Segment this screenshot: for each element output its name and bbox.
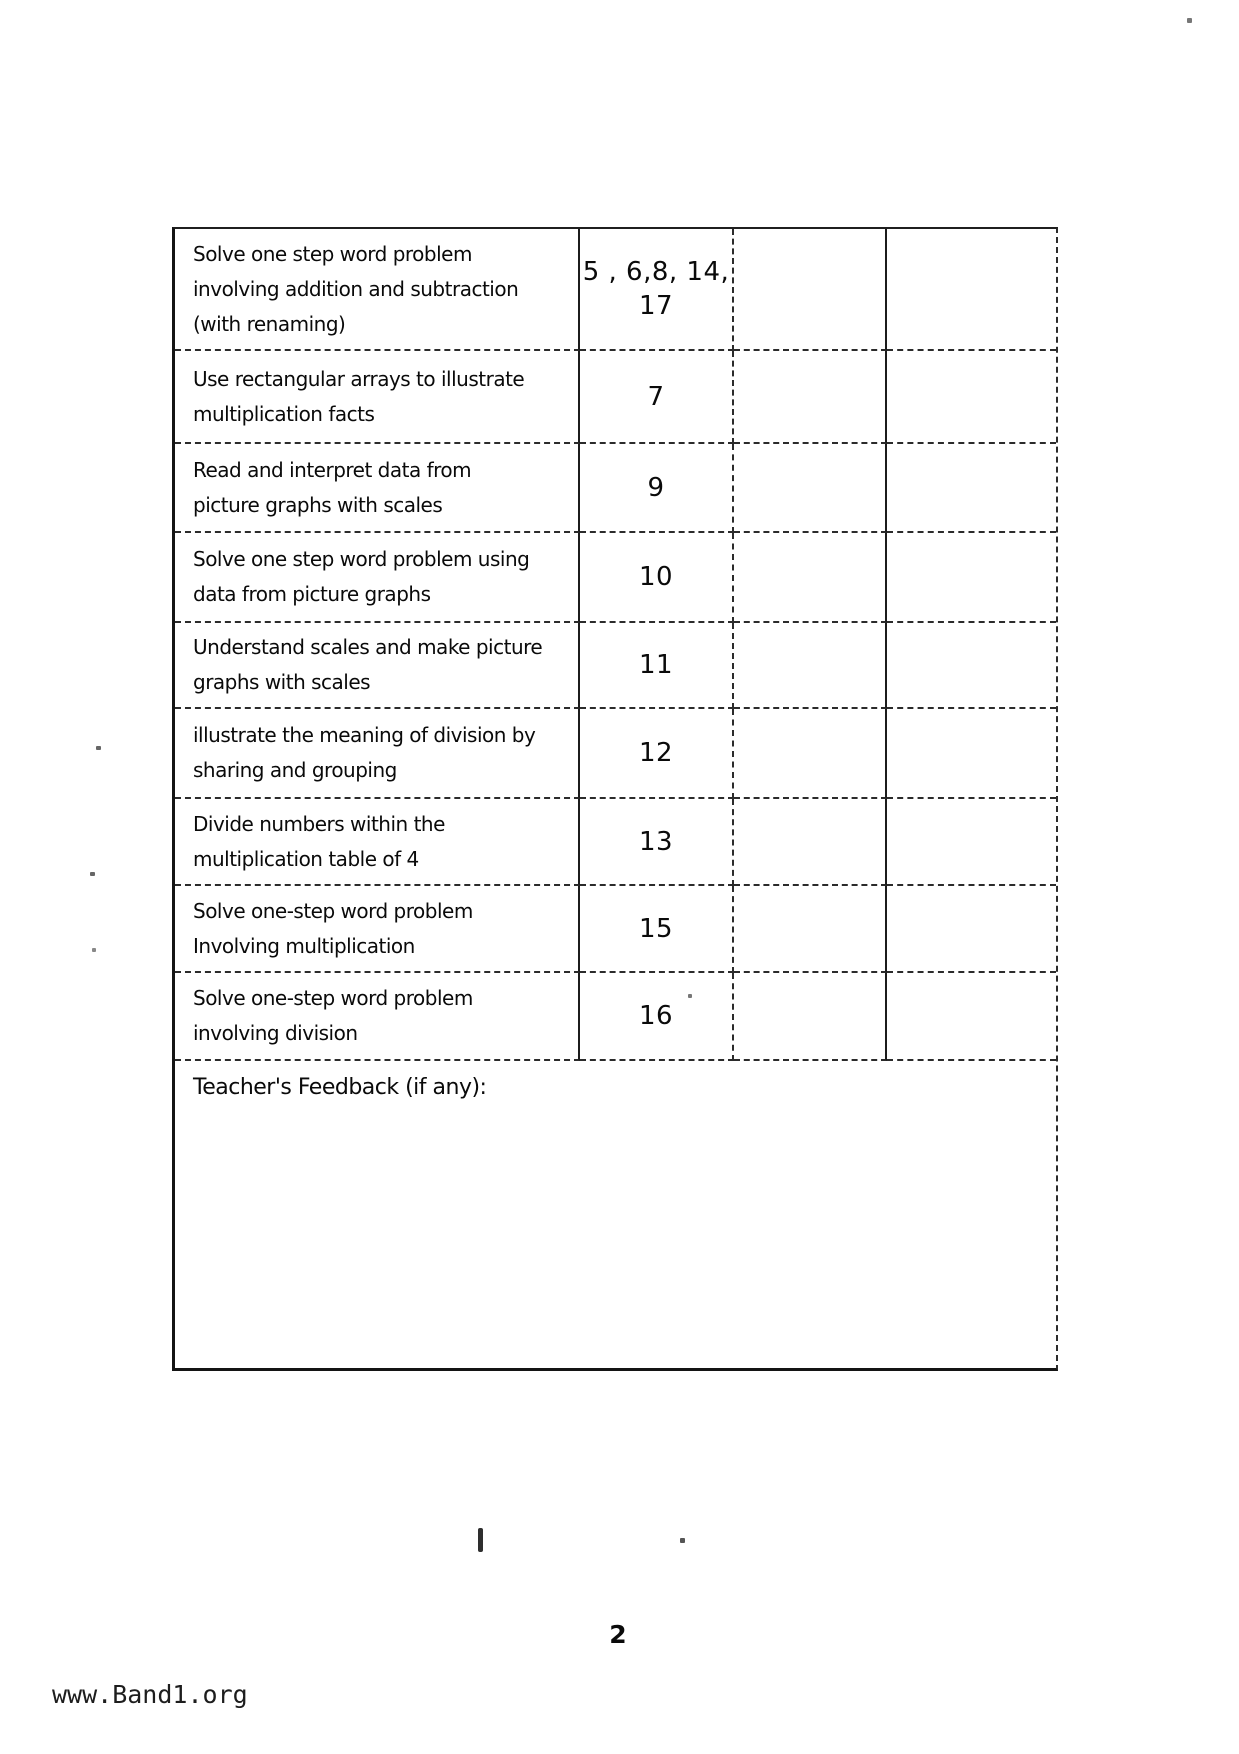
objective-cell (175, 973, 580, 1061)
empty-cell (887, 799, 1056, 886)
question-numbers-line: 13 (638, 826, 674, 857)
page-number: 2 (609, 1620, 627, 1649)
objective-cell (175, 623, 580, 709)
objective-cell (175, 533, 580, 623)
question-numbers-cell (580, 709, 734, 799)
empty-cell (734, 351, 887, 444)
empty-cell (734, 533, 887, 623)
objective-text (193, 237, 518, 342)
empty-cell (734, 709, 887, 799)
empty-cell (887, 444, 1056, 533)
assessment-objectives-table (172, 227, 1058, 1371)
question-numbers-line: 10 (638, 562, 674, 592)
question-numbers-cell (580, 444, 734, 533)
website-watermark: www.Band1.org (52, 1680, 248, 1709)
empty-cell (734, 886, 887, 973)
objective-line: multiplication table of 4 (193, 846, 419, 871)
objective-cell (175, 351, 580, 444)
objective-line: Divide numbers within the (193, 811, 445, 836)
empty-cell (887, 886, 1056, 973)
scan-speck (90, 872, 95, 876)
question-numbers-line: 16 (638, 1001, 674, 1031)
objective-line: Solve one-step word problem (193, 898, 473, 923)
empty-cell (734, 229, 887, 351)
empty-cell (887, 709, 1056, 799)
empty-cell (887, 533, 1056, 623)
objective-line: Use rectangular arrays to illustrate (193, 366, 525, 391)
question-numbers-cell (580, 886, 734, 973)
empty-cell (734, 623, 887, 709)
empty-cell (887, 229, 1056, 351)
objective-line: picture graphs with scales (193, 492, 443, 517)
objective-line: involving addition and subtraction (193, 276, 519, 301)
question-numbers-cell (580, 973, 734, 1061)
empty-cell (734, 444, 887, 533)
question-numbers-line: 17 (638, 291, 674, 321)
objective-line: data from picture graphs (193, 582, 431, 606)
question-numbers-line: 11 (638, 650, 674, 680)
question-numbers-line: 5 , 6,8, 14, (582, 257, 730, 287)
scan-speck (96, 746, 101, 750)
question-numbers-line: 7 (647, 381, 665, 412)
objective-line: illustrate the meaning of division by (193, 723, 536, 747)
empty-cell (887, 623, 1056, 709)
objective-line: Read and interpret data from (193, 457, 472, 482)
objective-line: Solve one step word problem using (193, 547, 530, 571)
objective-cell (175, 229, 580, 351)
question-numbers-line: 9 (647, 472, 665, 503)
objective-text (193, 453, 471, 523)
objective-cell (175, 799, 580, 886)
question-numbers-cell (580, 799, 734, 886)
objective-line: Involving multiplication (193, 933, 415, 958)
objective-text (193, 542, 529, 612)
objective-text (193, 718, 535, 788)
objective-line: (with renaming) (193, 311, 346, 336)
empty-cell (734, 799, 887, 886)
scan-speck (1187, 18, 1192, 23)
scan-mark-bar (478, 1528, 483, 1552)
objective-line: sharing and grouping (193, 758, 397, 782)
objective-cell (175, 709, 580, 799)
question-numbers-line: 12 (638, 738, 674, 768)
objective-line: involving division (193, 1021, 358, 1045)
objective-line: Understand scales and make picture (193, 635, 543, 659)
objective-text (193, 981, 473, 1051)
objective-text (193, 362, 524, 432)
objective-line: Solve one step word problem (193, 241, 472, 266)
empty-cell (734, 973, 887, 1061)
objective-text (193, 630, 542, 700)
teacher-feedback-cell: Teacher's Feedback (if any): (193, 1075, 487, 1100)
question-numbers-cell (580, 623, 734, 709)
objective-cell (175, 444, 580, 533)
question-numbers-cell (580, 533, 734, 623)
objective-line: graphs with scales (193, 670, 371, 694)
scan-speck (680, 1538, 685, 1543)
question-numbers-line: 15 (638, 913, 674, 944)
objective-text (193, 894, 473, 964)
objective-line: multiplication facts (193, 401, 375, 426)
empty-cell (887, 351, 1056, 444)
question-numbers-cell (580, 229, 734, 351)
objective-line: Solve one-step word problem (193, 986, 473, 1010)
scan-speck (92, 948, 96, 952)
empty-cell (887, 973, 1056, 1061)
objective-text (193, 807, 445, 877)
question-numbers-cell (580, 351, 734, 444)
scan-speck (688, 994, 692, 998)
objective-cell (175, 886, 580, 973)
